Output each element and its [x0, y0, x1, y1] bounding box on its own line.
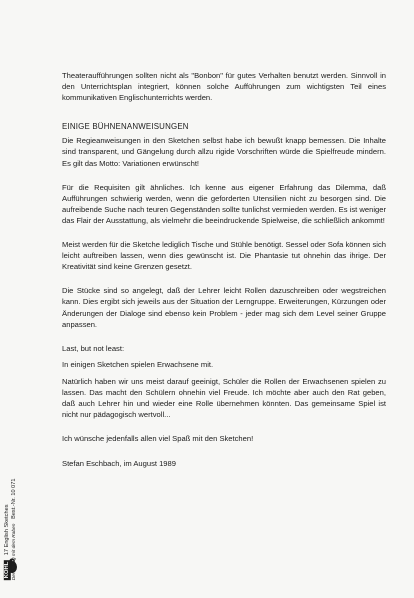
paragraph-adults: In einigen Sketchen spielen Erwachsene mit. [62, 359, 214, 369]
paragraph-students-play-adults: Natürlich haben wir uns meist darauf geeinigt, Schüler die Rollen der Erwachsenen spielen zu lassen. Das macht den Schülern ohnehin viel Freude. Ich möchte aber auch den Rat geben, daß auch Lehrer hin und wieder eine Rolle übernehmen könnten. Das gemeinsame Spiel ist nicht nur pädagogisch wertvoll... [62, 376, 386, 420]
paragraph-last-but-not-least: Last, but not least: [62, 343, 125, 353]
paragraph-stage-directions: Die Regieanweisungen in den Sketchen selbst habe ich bewußt knapp bemessen. Die Inhalte sind transparent, und Gängelung durch allzu rigide Vorschriften würde die Spielfreude mindern. Es gilt das Motto: Variationen erwünscht! [62, 136, 386, 168]
paragraph-intro: Theateraufführungen sollten nicht als "Bonbon" für gutes Verhalten benutzt werden. Sinnvoll in den Unterrichtsplan integriert, können solche Aufführungen zum wichtigsten Teil eines kommunikativen Englischunterrichts werden. [62, 71, 386, 103]
vertical-imprint [4, 478, 18, 580]
publisher-logo: KOHL [3, 561, 10, 578]
paragraph-roles: Die Stücke sind so angelegt, daß der Lehrer leicht Rollen dazuschreiben oder wegstreichen kann. Dies ergibt sich jeweils aus der Situation der Lerngruppe. Erweiterungen, Kürzungen oder Änderungen der Dialoge sind ebenso kein Problem - jeder mag sich dem Level seiner Gruppe anpassen. [62, 286, 386, 329]
paragraph-wishes: Ich wünsche jedenfalls allen viel Spaß mit den Sketchen! [62, 434, 254, 444]
paragraph-props: Für die Requisiten gilt ähnliches. Ich kenne aus eigener Erfahrung das Dilemma, daß Aufführungen schwierig werden, wenn die geforderten Utensilien nicht zu besorgen sind. Die aufreibende Suche nach teuren Gegenständen sollte tunlichst vermieden werden. Es ist weniger das Flair der Ausstattung, als vielmehr die beeindruckende Spielweise, die schließlich ankommt! [62, 182, 386, 225]
section-heading: EINIGE BÜHNENANWEISUNGEN [62, 122, 189, 132]
paragraph-furniture: Meist werden für die Sketche lediglich Tische und Stühle benötigt. Sessel oder Sofa können sich leicht auftreiben lassen, wenn dies gewünscht ist. Die Phantasie tut ohnehin das ihrige. Der Kreativität sind keine Grenzen gesetzt. [62, 240, 386, 272]
signature: Stefan Eschbach, im August 1989 [62, 459, 176, 469]
publisher-tagline: Der Verlag mit dem Raben [11, 523, 17, 580]
order-number: Best.-Nr. 10 071 [10, 478, 17, 519]
publisher-sidebar [4, 462, 44, 582]
body-text [62, 70, 386, 482]
book-title: 17 English Sketches [3, 504, 10, 555]
